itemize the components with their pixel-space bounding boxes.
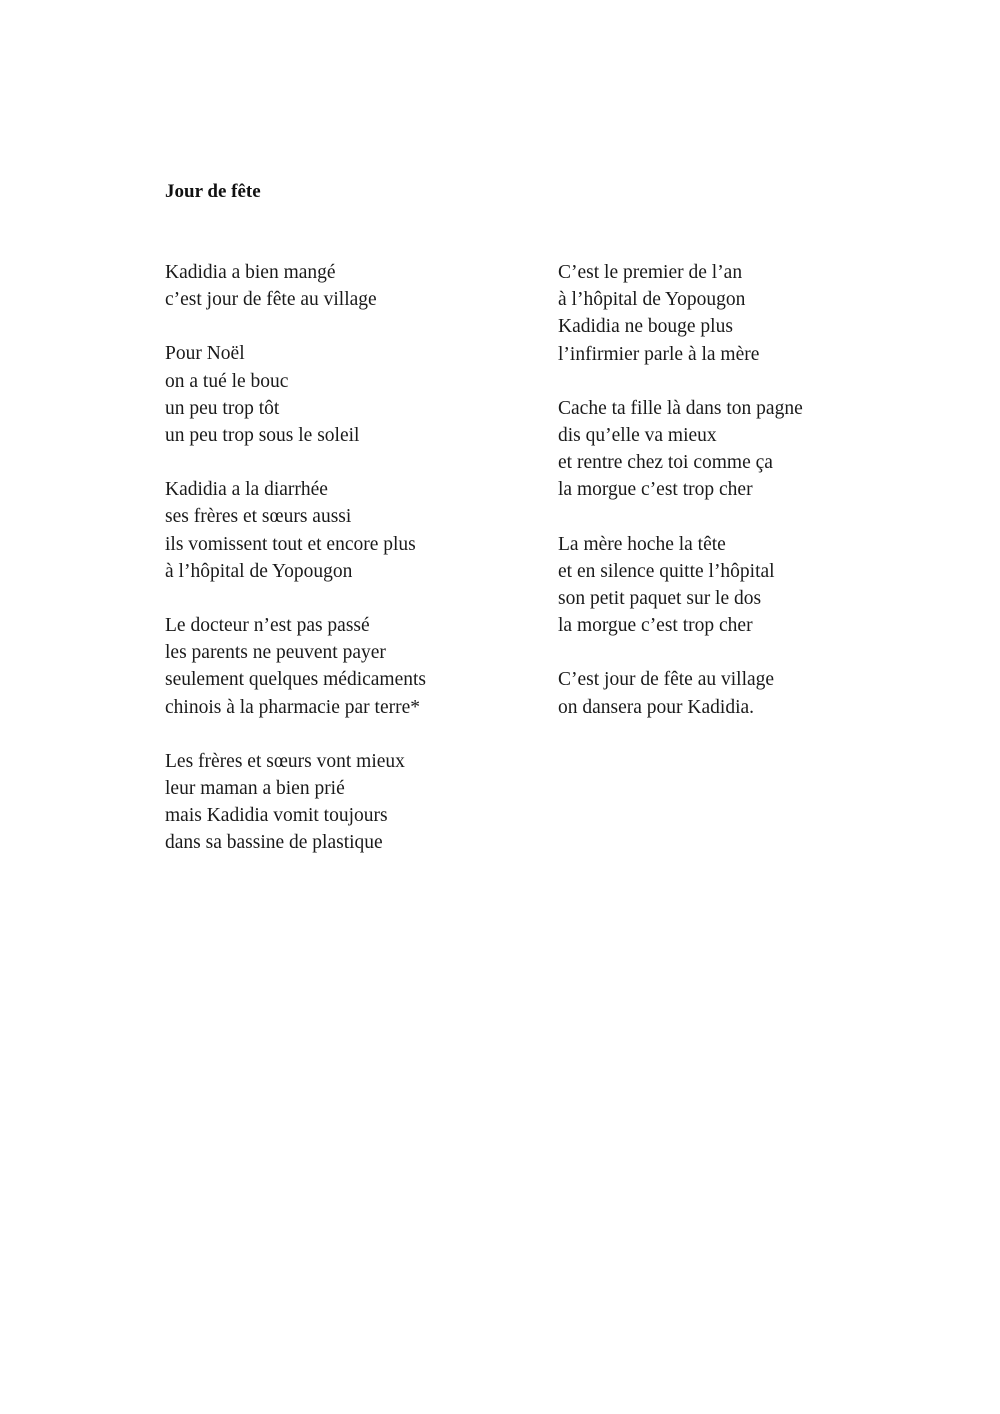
verse-line: un peu trop tôt [165,397,280,419]
verse-line: Pour Noël [165,343,245,365]
verse-line: à l’hôpital de Yopougon [558,289,746,311]
verse-line: à l’hôpital de Yopougon [165,560,353,582]
verse-line: c’est jour de fête au village [165,289,377,311]
poem-column-right [558,259,958,748]
verse-line: et rentre chez toi comme ça [558,452,773,474]
verse-line: la morgue c’est trop cher [558,615,753,637]
stanza [558,395,958,504]
verse-line: on dansera pour Kadidia. [558,696,755,718]
verse-line: dans sa bassine de plastique [165,832,383,854]
verse-line: ses frères et sœurs aussi [165,506,352,528]
poem-title: Jour de fête [165,181,261,202]
verse-line: la morgue c’est trop cher [558,479,753,501]
stanza [558,259,958,368]
verse-line: C’est le premier de l’an [558,262,743,283]
verse-line: les parents ne peuvent payer [165,642,386,664]
stanza [558,666,958,720]
stanza [165,259,565,313]
verse-line: Cache ta fille là dans ton pagne [558,397,803,419]
verse-line: seulement quelques médicaments [165,669,427,691]
verse-line: Le docteur n’est pas passé [165,615,370,637]
verse-line: on a tué le bouc [165,370,289,392]
verse-line: Kadidia a la diarrhée [165,479,328,501]
verse-line: un peu trop sous le soleil [165,425,360,447]
stanza [165,340,565,449]
verse-line: l’infirmier parle à la mère [558,343,760,365]
stanza [165,748,565,857]
verse-line: Kadidia ne bouge plus [558,316,733,338]
stanza [165,476,565,585]
stanza [165,612,565,721]
verse-line: mais Kadidia vomit toujours [165,805,388,827]
verse-line: Les frères et sœurs vont mieux [165,750,405,772]
verse-line: La mère hoche la tête [558,533,726,555]
verse-line: ils vomissent tout et encore plus [165,533,416,555]
poem-column-left [165,259,565,884]
verse-line: son petit paquet sur le dos [558,588,762,610]
verse-line: Kadidia a bien mangé [165,262,336,283]
verse-line: C’est jour de fête au village [558,669,775,691]
stanza [558,531,958,640]
verse-line: chinois à la pharmacie par terre* [165,696,420,718]
verse-line: leur maman a bien prié [165,778,345,800]
verse-line: dis qu’elle va mieux [558,425,717,447]
verse-line: et en silence quitte l’hôpital [558,560,775,582]
